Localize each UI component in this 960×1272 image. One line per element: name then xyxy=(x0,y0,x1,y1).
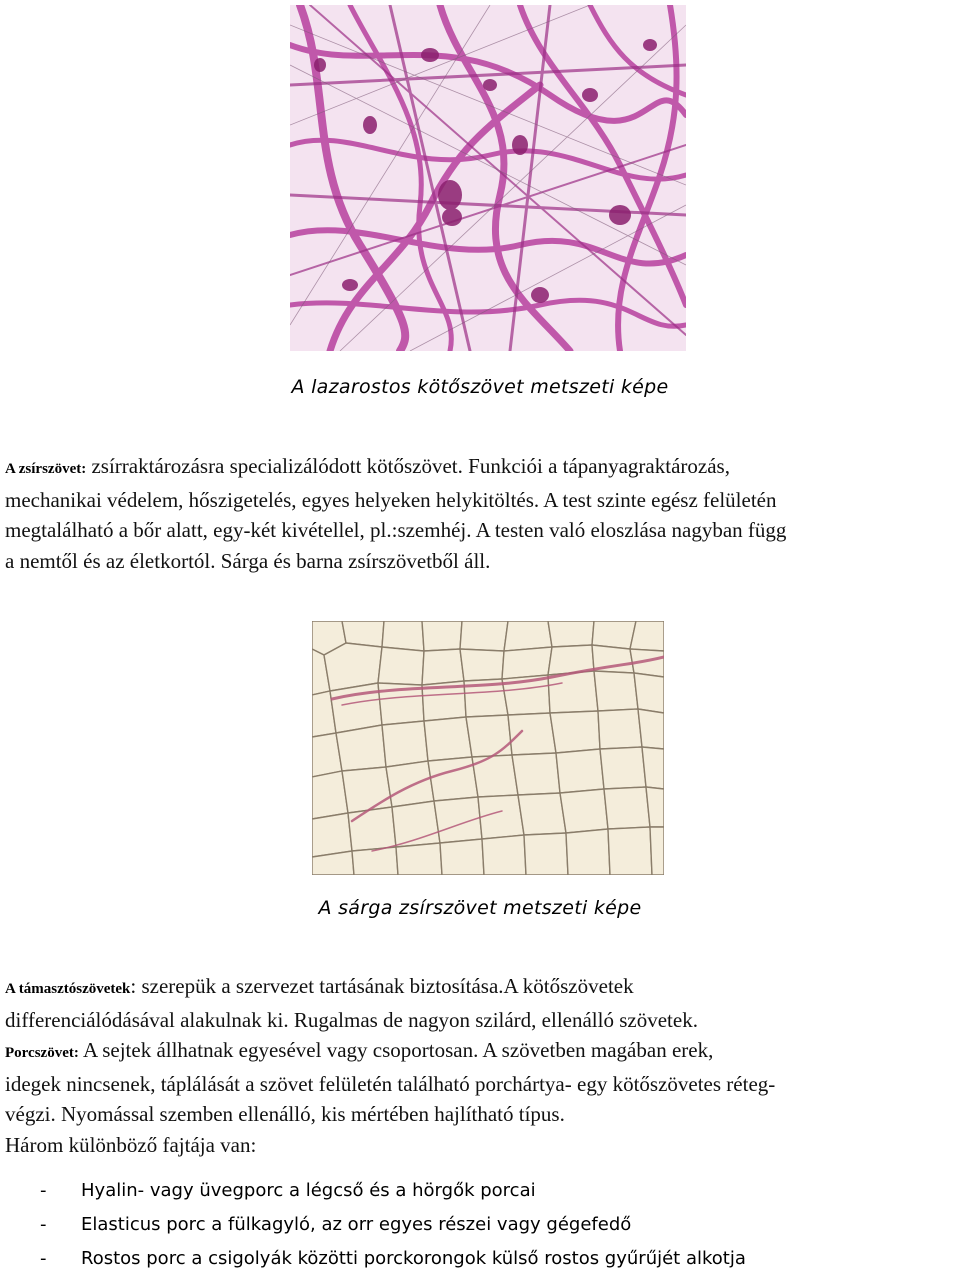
paragraph-line: idegek nincsenek, táplálását a szövet felületén található porchártya- egy kötőszövetes réteg- xyxy=(5,1071,776,1096)
paragraph-line xyxy=(5,1035,960,1069)
paragraph-line: a nemtől és az életkortól. Sárga és barna zsírszövetből áll. xyxy=(5,548,491,573)
figure-caption: A lazarostos kötőszövet metszeti képe xyxy=(291,376,669,398)
paragraph-line: mechanikai védelem, hőszigetelés, egyes helyeken helykitöltés. A test szinte egész felületén xyxy=(5,487,777,512)
list-dash: - xyxy=(40,1248,47,1269)
paragraph-text: A sejtek állhatnak egyesével vagy csoportosan. A szövetben magában erek, xyxy=(78,1038,714,1062)
paragraph-line: végzi. Nyomással szemben ellenálló, kis mértében hajlítható típus. xyxy=(5,1102,565,1126)
paragraph-line: Három különböző fajtája van: xyxy=(5,1132,257,1157)
list-dash: - xyxy=(40,1214,47,1235)
paragraph-line xyxy=(5,971,960,1005)
figure-caption: A sárga zsírszövet metszeti képe xyxy=(318,897,642,919)
list-item xyxy=(40,1180,536,1201)
loose-connective-tissue-micrograph-icon xyxy=(290,5,686,351)
paragraph-heading: A zsírszövet: xyxy=(5,461,87,477)
paragraph-text: zsírraktározásra specializálódott kötőszövet. Funkciói a tápanyagraktározás, xyxy=(86,454,730,478)
list-item xyxy=(40,1214,631,1235)
paragraph-line xyxy=(5,451,960,485)
yellow-adipose-tissue-image xyxy=(312,621,664,875)
support-tissue-paragraph xyxy=(5,971,960,1160)
list-item xyxy=(40,1248,746,1269)
paragraph-line: megtalálható a bőr alatt, egy-két kivétellel, pl.:szemhéj. A testen való eloszlása nagyban függ xyxy=(5,518,787,542)
list-item-text: Hyalin- vagy üvegporc a légcső és a hörgők porcai xyxy=(81,1180,536,1201)
paragraph-text: : szerepük a szervezet tartásának biztosítása.A kötőszövetek xyxy=(130,974,634,998)
paragraph-heading: Porcszövet: xyxy=(5,1045,79,1061)
list-item-text: Elasticus porc a fülkagyló, az orr egyes részei vagy gégefedő xyxy=(81,1214,632,1235)
loose-connective-tissue-image xyxy=(290,5,686,351)
paragraph-heading: A támasztószövetek xyxy=(5,981,131,997)
paragraph-line: differenciálódásával alakulnak ki. Rugalmas de nagyon szilárd, ellenálló szövetek. xyxy=(5,1007,698,1032)
yellow-adipose-tissue-micrograph-icon xyxy=(312,621,664,875)
adipose-tissue-paragraph xyxy=(5,451,960,576)
list-dash: - xyxy=(40,1180,47,1201)
list-item-text: Rostos porc a csigolyák közötti porckorongok külső rostos gyűrűjét alkotja xyxy=(81,1248,746,1269)
